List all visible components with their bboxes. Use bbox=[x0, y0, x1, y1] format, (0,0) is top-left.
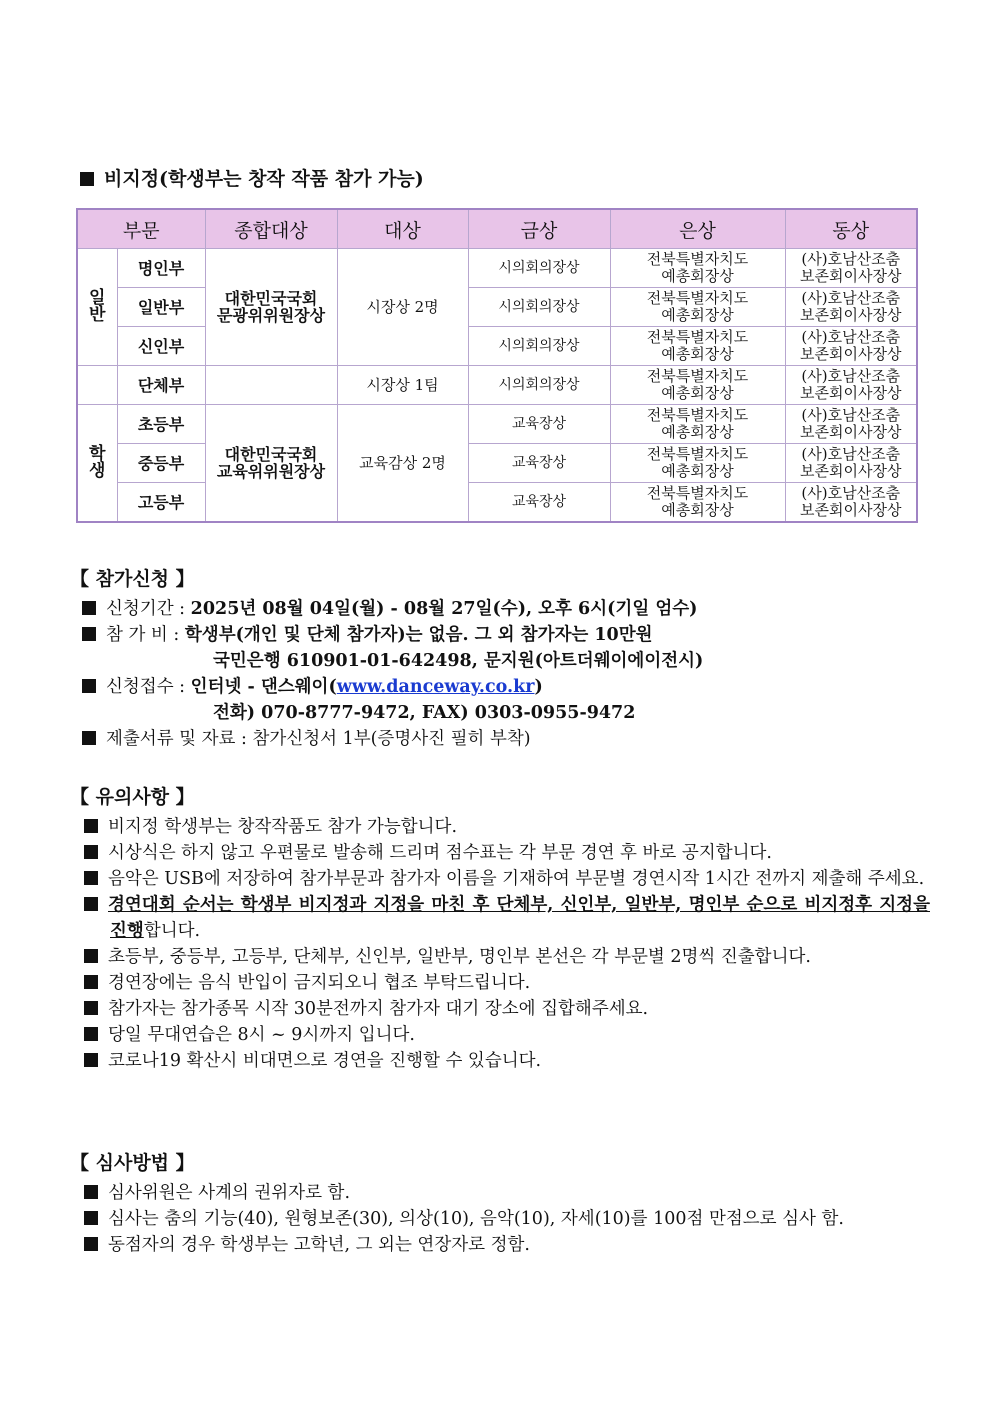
bullet-square-icon bbox=[84, 897, 98, 911]
apply-title: 【 참가신청 】 bbox=[70, 568, 195, 590]
silver-cell: 전북특별자치도 예총회장상 bbox=[610, 483, 785, 523]
bullet-square-icon bbox=[84, 845, 98, 859]
header-bronze: 동상 bbox=[785, 209, 917, 249]
bullet-square-icon bbox=[84, 1237, 98, 1251]
gold-cell: 시의회의장상 bbox=[468, 249, 610, 288]
bullet-square-icon bbox=[82, 601, 96, 615]
apply-docs bbox=[70, 726, 930, 752]
reception-close: ) bbox=[534, 677, 543, 697]
header-grand-prize: 종합대상 bbox=[205, 209, 337, 249]
order-tail: 합니다. bbox=[143, 921, 201, 941]
daesang-group: 시장상 1팀 bbox=[337, 366, 468, 405]
bullet-square-icon bbox=[84, 1185, 98, 1199]
gold-cell: 시의회의장상 bbox=[468, 366, 610, 405]
table-header-row bbox=[77, 209, 917, 249]
judging-section bbox=[70, 1150, 930, 1258]
note-item: 코로나19 확산시 비대면으로 경연을 진행할 수 있습니다. bbox=[70, 1048, 930, 1074]
group-general: 일 반 bbox=[77, 249, 117, 366]
note-item-order bbox=[70, 892, 930, 944]
judging-item: 심사는 춤의 기능(40), 원형보존(30), 의상(10), 음악(10), 자세(10)를 100점 만점으로 심사 함. bbox=[70, 1206, 930, 1232]
order-bold: 경연대회 순서는 학생부 비지정과 지정을 마친 후 단체부, 신인부, 일반부, 명인부 순으로 비지정후 지정을 진행 bbox=[108, 895, 930, 941]
bullet-square-icon bbox=[84, 1027, 98, 1041]
table-row bbox=[77, 327, 917, 366]
note-item: 음악은 USB에 저장하여 참가부문과 참가자 이름을 기재하여 부문별 경연시작 1시간 전까지 제출해 주세요. bbox=[70, 866, 930, 892]
division-cell: 중등부 bbox=[117, 444, 205, 483]
apply-section bbox=[70, 566, 930, 752]
bronze-cell: (사)호남산조춤 보존회이사장상 bbox=[785, 288, 917, 327]
header-silver: 은상 bbox=[610, 209, 785, 249]
note-item: 비지정 학생부는 창작작품도 참가 가능합니다. bbox=[70, 814, 930, 840]
note-item: 경연장에는 음식 반입이 금지되오니 협조 부탁드립니다. bbox=[70, 970, 930, 996]
silver-cell: 전북특별자치도 예총회장상 bbox=[610, 327, 785, 366]
bullet-square-icon bbox=[84, 1053, 98, 1067]
reception-phone: 전화) 070-8777-9472, FAX) 0303-0955-9472 bbox=[213, 703, 636, 723]
header-gold: 금상 bbox=[468, 209, 610, 249]
judging-item: 동점자의 경우 학생부는 고학년, 그 외는 연장자로 정함. bbox=[70, 1232, 930, 1258]
bullet-square-icon bbox=[84, 975, 98, 989]
group-student: 학 생 bbox=[77, 405, 117, 523]
division-cell: 단체부 bbox=[117, 366, 205, 405]
fee-bank: 국민은행 610901-01-642498, 문지원(아트더웨이에이전시) bbox=[213, 651, 704, 671]
note-item: 당일 무대연습은 8시 ~ 9시까지 입니다. bbox=[70, 1022, 930, 1048]
bronze-cell: (사)호남산조춤 보존회이사장상 bbox=[785, 249, 917, 288]
section-title bbox=[80, 164, 424, 191]
apply-fee bbox=[70, 622, 930, 648]
silver-cell: 전북특별자치도 예총회장상 bbox=[610, 249, 785, 288]
group-empty bbox=[77, 366, 117, 405]
bronze-cell: (사)호남산조춤 보존회이사장상 bbox=[785, 405, 917, 444]
header-division: 부문 bbox=[77, 209, 205, 249]
bronze-cell: (사)호남산조춤 보존회이사장상 bbox=[785, 444, 917, 483]
bullet-square-icon bbox=[84, 1211, 98, 1225]
table-row bbox=[77, 288, 917, 327]
apply-period bbox=[70, 596, 930, 622]
gold-cell: 시의회의장상 bbox=[468, 288, 610, 327]
note-item: 시상식은 하지 않고 우편물로 발송해 드리며 점수표는 각 부문 경연 후 바로 공지합니다. bbox=[70, 840, 930, 866]
header-daesang: 대상 bbox=[337, 209, 468, 249]
section-title-text: 비지정(학생부는 창작 작품 참가 가능) bbox=[104, 168, 424, 190]
note-item: 참가자는 참가종목 시작 30분전까지 참가자 대기 장소에 집합해주세요. bbox=[70, 996, 930, 1022]
reception-label: 신청접수 : bbox=[106, 677, 186, 697]
period-value: 2025년 08월 04일(월) - 08월 27일(수), 오후 6시(기일 엄수) bbox=[190, 599, 698, 619]
bullet-square-icon bbox=[82, 679, 96, 693]
silver-cell: 전북특별자치도 예총회장상 bbox=[610, 444, 785, 483]
notes-section bbox=[70, 784, 930, 1074]
grand-prize-empty bbox=[205, 366, 337, 405]
bullet-square-icon bbox=[84, 819, 98, 833]
table-row bbox=[77, 366, 917, 405]
bronze-cell: (사)호남산조춤 보존회이사장상 bbox=[785, 483, 917, 523]
gold-cell: 교육장상 bbox=[468, 405, 610, 444]
grand-prize-student: 대한민국국회 교육위위원장상 bbox=[205, 405, 337, 523]
daesang-student: 교육감상 2명 bbox=[337, 405, 468, 523]
division-cell: 신인부 bbox=[117, 327, 205, 366]
docs-text: 제출서류 및 자료 : 참가신청서 1부(증명사진 필히 부착) bbox=[106, 729, 531, 749]
reception-value: 인터넷 - 댄스웨이( bbox=[190, 677, 337, 697]
gold-cell: 시의회의장상 bbox=[468, 327, 610, 366]
table-row bbox=[77, 483, 917, 523]
daesang-general: 시장상 2명 bbox=[337, 249, 468, 366]
note-item: 초등부, 중등부, 고등부, 단체부, 신인부, 일반부, 명인부 본선은 각 부문별 2명씩 진출합니다. bbox=[70, 944, 930, 970]
website-link[interactable]: www.danceway.co.kr bbox=[336, 677, 535, 697]
bullet-square-icon bbox=[84, 949, 98, 963]
apply-reception bbox=[70, 674, 930, 700]
silver-cell: 전북특별자치도 예총회장상 bbox=[610, 288, 785, 327]
bullet-square-icon bbox=[82, 627, 96, 641]
table-row bbox=[77, 249, 917, 288]
awards-table bbox=[76, 208, 918, 523]
gold-cell: 교육장상 bbox=[468, 444, 610, 483]
division-cell: 일반부 bbox=[117, 288, 205, 327]
silver-cell: 전북특별자치도 예총회장상 bbox=[610, 405, 785, 444]
table-row bbox=[77, 444, 917, 483]
gold-cell: 교육장상 bbox=[468, 483, 610, 523]
division-cell: 초등부 bbox=[117, 405, 205, 444]
fee-value: 학생부(개인 및 단체 참가자)는 없음. 그 외 참가자는 10만원 bbox=[184, 625, 653, 645]
period-label: 신청기간 : bbox=[106, 599, 186, 619]
bronze-cell: (사)호남산조춤 보존회이사장상 bbox=[785, 327, 917, 366]
bullet-square-icon bbox=[80, 172, 94, 186]
grand-prize-general: 대한민국국회 문광위위원장상 bbox=[205, 249, 337, 366]
fee-label: 참 가 비 : bbox=[106, 625, 180, 645]
bronze-cell: (사)호남산조춤 보존회이사장상 bbox=[785, 366, 917, 405]
table-row bbox=[77, 405, 917, 444]
notes-title: 【 유의사항 】 bbox=[70, 786, 195, 808]
bullet-square-icon bbox=[82, 731, 96, 745]
judging-title: 【 심사방법 】 bbox=[70, 1152, 195, 1174]
judging-item: 심사위원은 사계의 권위자로 함. bbox=[70, 1180, 930, 1206]
bullet-square-icon bbox=[84, 1001, 98, 1015]
bullet-square-icon bbox=[84, 871, 98, 885]
silver-cell: 전북특별자치도 예총회장상 bbox=[610, 366, 785, 405]
division-cell: 고등부 bbox=[117, 483, 205, 523]
division-cell: 명인부 bbox=[117, 249, 205, 288]
